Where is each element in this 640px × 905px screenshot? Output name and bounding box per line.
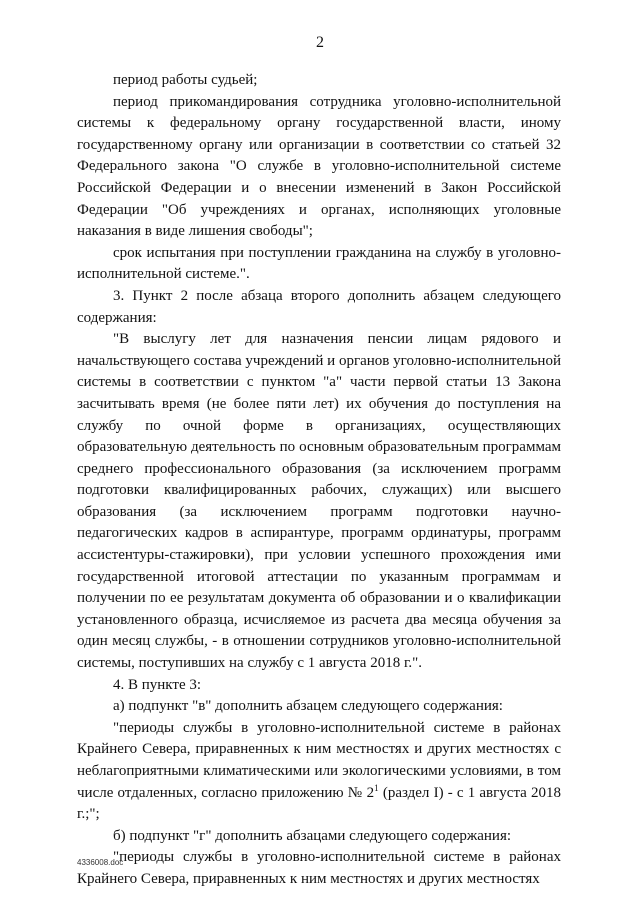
paragraph-3: срок испытания при поступлении гражданина на службу в уголовно-исполнительной системе.". [77,244,561,283]
paragraph-5: "В выслугу лет для назначения пенсии лицам рядового и начальствующего состава учреждений и органов уголовно-исполнительной системы в соответствии с пунктом "а" части первой статьи 13 Закона засчитывать время (не более пяти лет) их обучения до поступления на службу по очной форме в организациях, осуществляющих образовательную деятельность по основным образовательным программам среднего профессионального образования (за исключением программ подготовки квалифицированных рабочих, служащих) или высшего образования (за исключением программ подготовки научно-педагогических кадров в аспирантуре, программ ординатуры, программ ассистентуры-стажировки), при условии успешного прохождения ими государственной итоговой аттестации по указанным программам и получении по ее результатам документа об образовании и о квалификации установленного образца, исчисляемое из расчета два месяца обучения за один месяц службы, - в отношении сотрудников уголовно-исполнительной системы, поступивших на службу с 1 августа 2018 г.". [77,331,561,672]
paragraph-8-text-end: (раздел I) - с 1 августа 2018 г.;"; [77,784,562,823]
file-name-footer: 4336008.doc [77,858,124,867]
page-number: 2 [316,34,324,51]
paragraph-4: 3. Пункт 2 после абзаца второго дополнить абзацем следующего содержания: [77,287,561,326]
paragraph-9: б) подпункт "г" дополнить абзацами следующего содержания: [113,827,512,844]
document-body [77,70,561,891]
paragraph-7: а) подпункт "в" дополнить абзацем следующего содержания: [113,698,503,715]
paragraph-6: 4. В пункте 3: [113,676,202,693]
paragraph-1: период работы судьей; [113,72,258,88]
paragraph-2: период прикомандирования сотрудника уголовно-исполнительной системы к федеральному органу государственной власти, иному государственному органу или организации в соответствии со статьей 32 Федерального закона "О службе в уголовно-исполнительной системе Российской Федерации и о внесении изменений в Закон Российской Федерации "Об учреждениях и органах, исполняющих уголовные наказания в виде лишения свободы"; [77,93,561,240]
paragraph-8 [77,718,561,826]
superscript: 1 [374,782,379,793]
paragraph-8-text: "периоды службы в уголовно-исполнительной системе в районах Крайнего Севера, приравненных к ним местностях и других местностях с неблагоприятными климатическими или экологическими условиями, в том числе отдаленных, согласно приложению № 2 [77,719,561,801]
paragraph-10: "периоды службы в уголовно-исполнительной системе в районах Крайнего Севера, приравненных к ним местностях и других местностях [77,849,561,887]
